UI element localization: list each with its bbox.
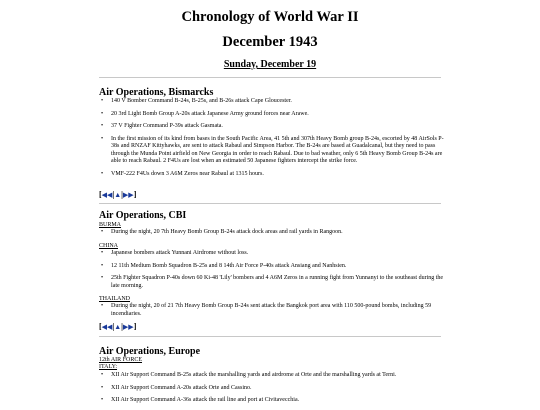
china-list	[99, 250, 444, 295]
subheading-burma[interactable]: BURMA	[99, 222, 122, 228]
prev-arrow-icon[interactable]: ◀◀	[101, 191, 113, 199]
thailand-list	[99, 303, 444, 323]
bismarcks-list	[99, 98, 444, 183]
list-item: • VMF-222 F4Us down 3 A6M Zeros near Rabaul at 1315 hours.	[99, 171, 444, 179]
list-item: • XII Air Support Command A-20s attack Orte and Cassino.	[99, 385, 444, 393]
up-arrow-icon[interactable]: ▲	[114, 323, 122, 331]
list-item: • 25th Fighter Squadron P-40s down 60 Ki-48 'Lily' bombers and 4 A6M Zeros in a running fight from Yunnanyi to the southeast during the late morning.	[99, 275, 444, 290]
section-title-europe: Air Operations, Europe	[99, 346, 201, 357]
list-item: • 12 11th Medium Bomb Squadron B-25s and 8 14th Air Force P-40s attack Ansiang and Nanhsien.	[99, 263, 444, 271]
nav-links: [◀◀|▲|▶▶]	[99, 322, 137, 331]
page-title: Chronology of World War II	[181, 9, 359, 25]
list-item: • 20 3rd Light Bomb Group A-20s attack Japanese Army ground forces near Arawe.	[99, 111, 444, 119]
next-arrow-icon[interactable]: ▶▶	[122, 191, 134, 199]
subheading-12th-air-force[interactable]: 12th AIR FORCE	[99, 357, 143, 363]
subheading-thailand[interactable]: THAILAND	[99, 296, 130, 302]
month-heading: December 1943	[222, 34, 318, 50]
up-arrow-icon[interactable]: ▲	[114, 191, 122, 199]
europe-list	[99, 372, 444, 410]
divider	[99, 203, 441, 204]
list-item: • In the first mission of its kind from bases in the South Pacific Area, 41 5th and 307th Heavy Bomb group B-24s, escorted by 48 AirSols P-38s and RNZAF Kittyhawks, are sent to attack Rabaul and Simpson Harbor. The B-24s are based at Guadalcanal, but they need to pass through the Munda Point airfield on New Georgia in order to reach Rabaul. Due to bad weather, only 6 5th Heavy Bomb Group B-24s are able to reach Rabaul. 2 F4Us are lost when an estimated 50 Japanese fighters intercept the strike force.	[99, 136, 444, 166]
next-arrow-icon[interactable]: ▶▶	[122, 323, 134, 331]
nav-links: [◀◀|▲|▶▶]	[99, 190, 137, 199]
list-item: • During the night, 20 7th Heavy Bomb Group B-24s attack dock areas and rail yards in Rangoon.	[99, 229, 444, 237]
burma-list	[99, 229, 444, 242]
subheading-china[interactable]: CHINA	[99, 243, 118, 249]
list-item: • 140 V Bomber Command B-24s, B-25s, and B-26s attack Cape Gloucester.	[99, 98, 444, 106]
section-title-bismarcks: Air Operations, Bismarcks	[99, 87, 214, 98]
prev-arrow-icon[interactable]: ◀◀	[101, 323, 113, 331]
subheading-italy[interactable]: ITALY:	[99, 364, 118, 370]
list-item: • XII Air Support Command A-36s attack the rail line and port at Civitavecchia.	[99, 397, 444, 405]
day-link[interactable]: Sunday, December 19	[223, 59, 317, 70]
divider	[99, 336, 441, 337]
divider	[99, 77, 441, 78]
list-item: • XII Air Support Command B-25s attack the marshalling yards and airdrome at Orte and the marshalling yards at Terni.	[99, 372, 444, 380]
list-item: • During the night, 20 of 21 7th Heavy Bomb Group B-24s sent attack the Bangkok port area with 110 500-pound bombs, including 59 incendiaries.	[99, 303, 444, 318]
list-item: • Japanese bombers attack Yunnani Airdrome without loss.	[99, 250, 444, 258]
list-item: • 37 V Fighter Command P-39s attack Gasmata.	[99, 123, 444, 131]
section-title-cbi: Air Operations, CBI	[99, 210, 187, 221]
